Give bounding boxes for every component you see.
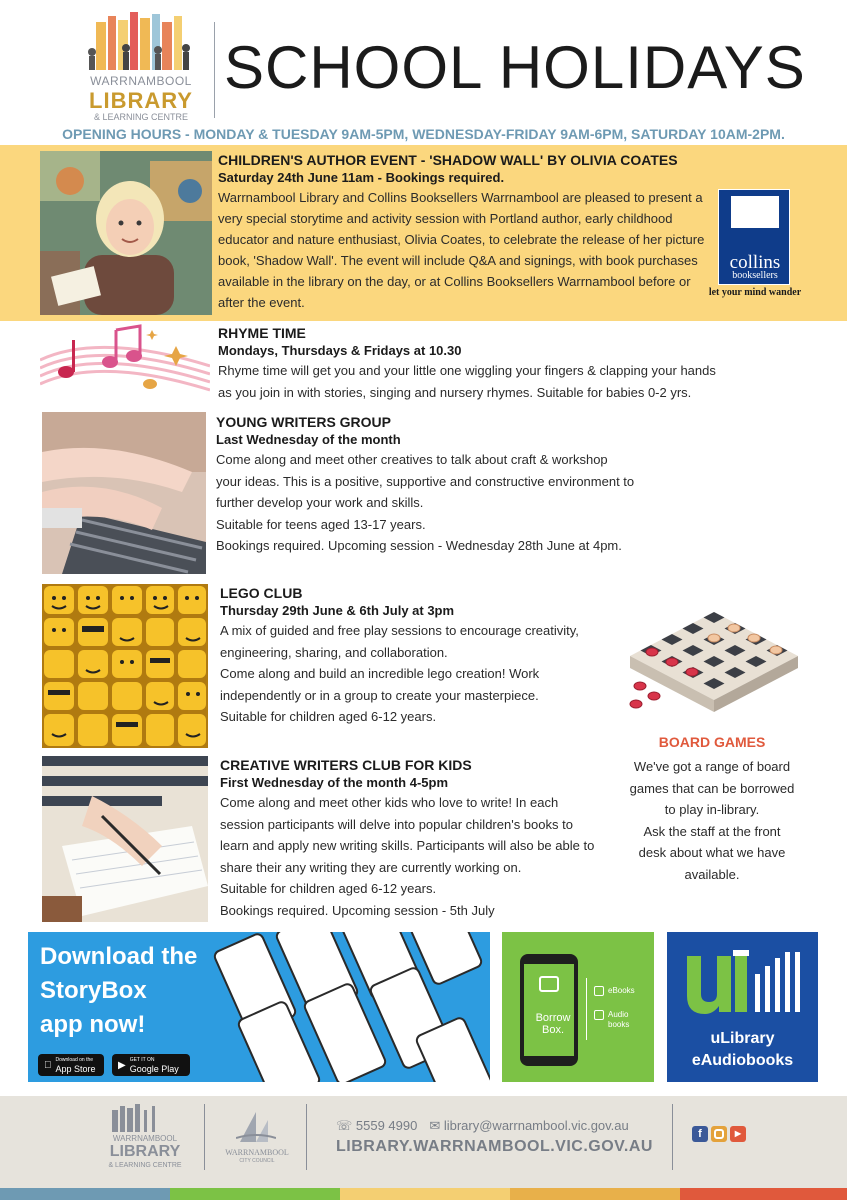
collins-subtitle: booksellers (732, 270, 778, 281)
event-line: as you join in with stories, singing and nursery rhymes. Suitable for babies 0-2 yrs. (218, 384, 692, 400)
music-notes-illustration (40, 322, 210, 398)
footer-logo-line-1: WARRNAMBOOL (112, 1134, 178, 1143)
event-subtitle: Thursday 29th June & 6th July at 3pm (220, 603, 455, 618)
app-store-caption: Download on the (48, 1057, 86, 1063)
event-line: Bookings required. Upcoming session - 5th July (220, 902, 495, 918)
event-line: Suitable for children aged 6-12 years. (220, 881, 437, 896)
google-play-icon: ▶ (118, 1059, 126, 1071)
borrowbox-name-line: Box. (541, 1024, 564, 1036)
headphones-icon (594, 1010, 604, 1020)
borrowbox-name (528, 1012, 578, 1036)
storybox-headline (40, 940, 220, 1042)
typing-hands-photo (42, 412, 206, 574)
event-line: Suitable for teens aged 13-17 years. (216, 516, 426, 532)
author-photo (40, 151, 212, 315)
email-contact[interactable] (429, 1118, 628, 1134)
email-address: library@warrnambool.vic.gov.au (443, 1118, 629, 1133)
board-games-line: Ask the staff at the front (643, 823, 781, 839)
phone-contact[interactable] (336, 1118, 417, 1134)
storybox-banner[interactable] (28, 932, 490, 1082)
footer-contact (336, 1118, 629, 1134)
borrowbox-banner[interactable] (502, 932, 654, 1082)
board-games-line: available. (684, 866, 740, 882)
board-games-line: We've got a range of board (633, 759, 791, 774)
page-title: SCHOOL HOLIDAYS (224, 34, 806, 101)
storybox-headline-line: app now! (40, 1011, 146, 1038)
ulibrary-text (667, 1028, 818, 1072)
app-store-label: App Store (48, 1064, 89, 1074)
footer-stripe (340, 1188, 510, 1200)
child-writing-photo (42, 756, 208, 922)
event-subtitle: Mondays, Thursdays & Fridays at 10.30 (218, 343, 462, 358)
apple-icon (44, 1060, 52, 1071)
event-subtitle: Last Wednesday of the month (216, 432, 401, 447)
borrowbox-phone-screen (524, 964, 574, 1056)
footer-stripe (0, 1188, 170, 1200)
collins-logo (718, 189, 790, 285)
event-rhyme-time (218, 324, 778, 403)
event-line: Rhyme time will get you and your little one wiggling your fingers & clapping your hands (218, 363, 716, 378)
youtube-icon[interactable]: ▶ (730, 1126, 746, 1142)
featured-event (0, 145, 847, 321)
audiobooks-label-1: Audio (608, 1010, 629, 1019)
featured-description: Warrnambool Library and Collins Booksellers Warrnambool are pleased to present a very special storytime and activity session with Portland author, early childhood educator and nature enthusiast, Olivia Coates, to celebrate the release of her picture book, 'Shadow Wall'. The event will include Q&A and signings, with book purchases available in the library on the day, or at Collins Booksellers Warrnambool before or after the event. (218, 190, 705, 310)
ulibrary-banner[interactable] (667, 932, 818, 1082)
borrowbox-phone (520, 954, 578, 1066)
collins-name: collins (729, 252, 781, 273)
borrowbox-divider (586, 978, 587, 1040)
event-line: share their any writing they are currently working on. (220, 859, 522, 875)
audiobooks-item (594, 1010, 644, 1030)
facebook-icon[interactable]: f (692, 1126, 708, 1142)
storybox-headline-line: StoryBox (40, 977, 147, 1004)
event-subtitle: First Wednesday of the month 4-5pm (220, 775, 449, 790)
board-games-line: games that can be borrowed (629, 780, 795, 796)
phone-icon: ☏ (336, 1118, 356, 1133)
checkers-board-illustration (626, 608, 802, 718)
council-name: WARRNAMBOOL (225, 1148, 289, 1157)
footer-stripe (510, 1188, 680, 1200)
event-title: RHYME TIME (218, 325, 306, 341)
event-line: session participants will delve into popular children's books to (220, 816, 573, 832)
event-line: Bookings required. Upcoming session - Wednesday 28th June at 4pm. (216, 538, 622, 553)
storybox-headline-line: Download the (40, 943, 198, 970)
board-games-description (622, 756, 802, 885)
logo-line-2: LIBRARY (89, 88, 193, 113)
header-divider (214, 22, 215, 118)
event-line: Suitable for children aged 6-12 years. (220, 709, 437, 724)
event-creative-writers (220, 756, 620, 921)
board-games-line: to play in-library. (664, 802, 760, 817)
collins-book-icon (731, 196, 779, 228)
app-store-button[interactable] (38, 1054, 104, 1076)
event-title: LEGO CLUB (220, 585, 303, 601)
event-line: learn and apply new writing skills. Participants will also be able to (220, 838, 595, 853)
borrowbox-name-line: Borrow (535, 1012, 571, 1024)
council-logo-graphic (236, 1108, 276, 1144)
event-line: independently or in a group to create your masterpiece. (220, 687, 539, 703)
event-line: Come along and meet other kids who love to write! In each (220, 795, 559, 810)
mail-icon: ✉ (429, 1118, 444, 1133)
instagram-icon[interactable] (711, 1126, 727, 1142)
council-subtitle: CITY COUNCIL (239, 1158, 275, 1164)
logo-line-1: WARRNAMBOOL (90, 74, 192, 88)
event-title: CREATIVE WRITERS CLUB FOR KIDS (220, 757, 472, 773)
opening-hours: OPENING HOURS - MONDAY & TUESDAY 9AM-5PM, WEDNESDAY-FRIDAY 9AM-6PM, SATURDAY 10AM-2PM. (62, 126, 785, 142)
featured-subtitle: Saturday 24th June 11am - Bookings required. (218, 170, 505, 185)
library-logo (76, 12, 206, 120)
ulibrary-line: eAudiobooks (691, 1052, 794, 1069)
event-line: engineering, sharing, and collaboration. (220, 644, 448, 660)
event-lego-club (220, 584, 620, 728)
featured-body (218, 151, 708, 313)
event-line: A mix of guided and free play sessions to encourage creativity, (220, 623, 579, 638)
website-link[interactable]: LIBRARY.WARRNAMBOOL.VIC.GOV.AU (336, 1138, 653, 1155)
ebook-icon (594, 986, 604, 996)
footer-divider (204, 1104, 205, 1170)
event-line: Come along and build an incredible lego creation! Work (220, 666, 540, 681)
ebooks-item (594, 986, 644, 996)
ulibrary-line: uLibrary (710, 1030, 775, 1047)
lego-faces-photo (42, 584, 208, 748)
google-play-label: Google Play (129, 1064, 179, 1074)
google-play-button[interactable] (112, 1054, 190, 1076)
google-play-caption: GET IT ON (129, 1057, 155, 1063)
footer-divider (306, 1104, 307, 1170)
footer-library-logo-graphic (110, 1104, 170, 1132)
footer (0, 1096, 847, 1188)
footer-divider (672, 1104, 673, 1170)
featured-title: CHILDREN'S AUTHOR EVENT - 'SHADOW WALL' BY OLIVIA COATES (218, 152, 678, 168)
board-games-title: BOARD GAMES (658, 734, 766, 750)
collins-tagline: let your mind wander (708, 287, 802, 298)
footer-stripe (680, 1188, 847, 1200)
event-title: YOUNG WRITERS GROUP (216, 414, 392, 430)
ulibrary-logo (683, 950, 803, 1016)
logo-line-3: & LEARNING CENTRE (93, 112, 189, 122)
phone-number: 5559 4990 (355, 1118, 418, 1133)
event-line: Come along and meet other creatives to talk about craft & workshop (216, 452, 608, 467)
event-line: your ideas. This is a positive, supportive and constructive environment to (216, 473, 635, 489)
footer-stripe (170, 1188, 340, 1200)
audiobooks-label-2: books (608, 1020, 630, 1029)
footer-logo-line-3: & LEARNING CENTRE (108, 1162, 182, 1169)
event-line: further develop your work and skills. (216, 495, 424, 510)
footer-logo-line-2: LIBRARY (109, 1143, 181, 1160)
ebooks-label: eBooks (608, 986, 635, 995)
chat-bubble-icon (539, 976, 559, 992)
event-young-writers (216, 413, 656, 557)
library-logo-graphic (86, 12, 196, 70)
board-games-line: desk about what we have (638, 845, 786, 860)
